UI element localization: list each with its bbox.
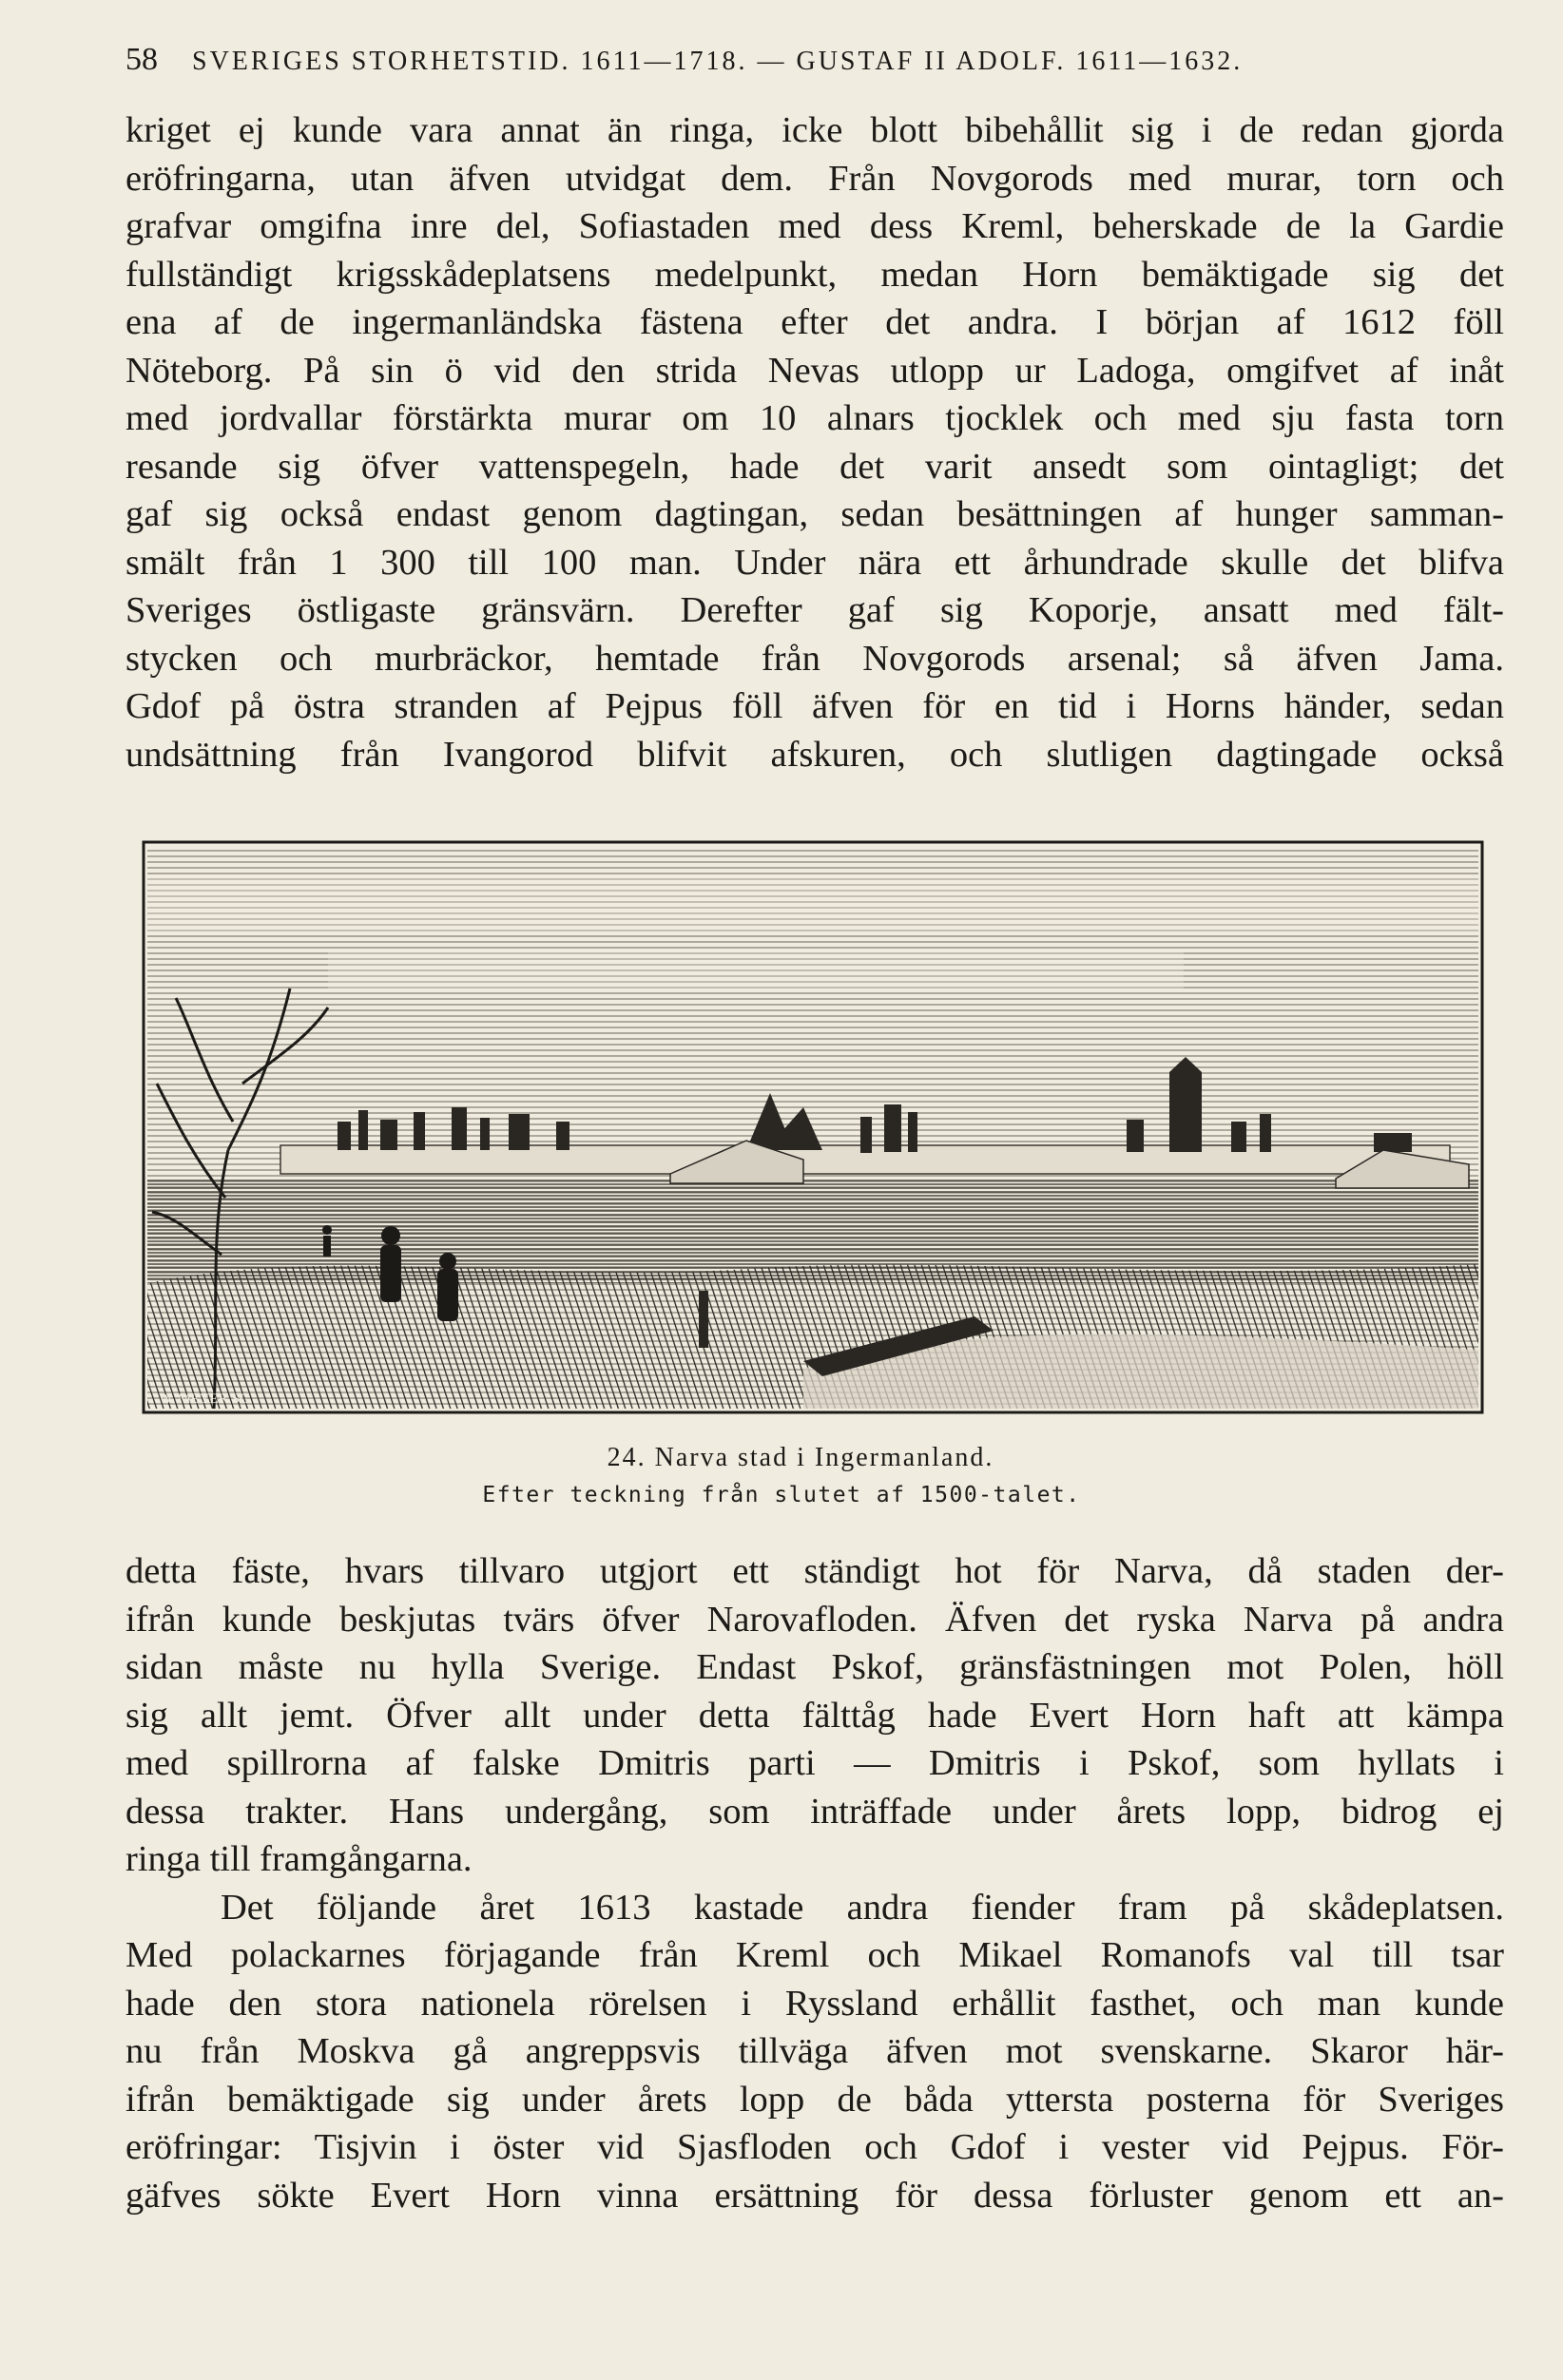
text-line: ringa till framgångarna. [125, 1839, 473, 1879]
page-number: 58 [125, 42, 158, 77]
running-header [125, 42, 1457, 78]
text-line: grafvar omgifna inre del, Sofiastaden med dess Kreml, beherskade de la Gardie [125, 206, 1504, 246]
figure-caption-source: Efter teckning från slutet af 1500-talet. [482, 1483, 1081, 1507]
text-line: ifrån kunde beskjutas tvärs öfver Narovafloden. Äfven det ryska Narva på andra [125, 1599, 1504, 1640]
text-line: fullständigt krigsskådeplatsens medelpunkt, medan Horn bemäktigade sig det [125, 254, 1504, 295]
text-line: sig allt jemt. Öfver allt under detta fälttåg hade Evert Horn haft att kämpa [125, 1695, 1504, 1736]
text-line: Nöteborg. På sin ö vid den strida Nevas utlopp ur Ladoga, omgifvet af inåt [125, 350, 1504, 391]
engraving-illustration [138, 836, 1488, 1418]
text-line: med jordvallar förstärkta murar om 10 alnars tjocklek och med sju fasta torn [125, 398, 1504, 438]
body-text-top [125, 106, 1504, 778]
narva-engraving [138, 836, 1488, 1418]
text-line: eröfringarna, utan äfven utvidgat dem. Från Novgorods med murar, torn och [125, 158, 1504, 199]
text-line: hade den stora nationela rörelsen i Ryssland erhållit fasthet, och man kunde [125, 1983, 1504, 2024]
body-text-bottom [125, 1547, 1504, 2219]
running-title: SVERIGES STORHETSTID. 1611—1718. — GUSTAF II ADOLF. 1611—1632. [192, 47, 1244, 76]
text-line: undsättning från Ivangorod blifvit afskuren, och slutligen dagtingade också [125, 734, 1504, 775]
text-line: stycken och murbräckor, hemtade från Novgorods arsenal; så äfven Jama. [125, 638, 1504, 679]
engraver-signature: W. MEYER SC. [159, 1392, 253, 1407]
text-line: med spillrorna af falske Dmitris parti — Dmitris i Pskof, som hyllats i [125, 1743, 1504, 1783]
text-line: nu från Moskva gå angreppsvis tillväga äfven mot svenskarne. Skaror här- [125, 2031, 1504, 2071]
text-line: smält från 1 300 till 100 man. Under nära ett århundrade skulle det blifva [125, 542, 1504, 583]
text-line: Gdof på östra stranden af Pejpus föll äfven för en tid i Horns händer, sedan [125, 686, 1504, 726]
text-line: detta fäste, hvars tillvaro utgjort ett ständigt hot för Narva, då staden der- [125, 1551, 1504, 1591]
text-line: kriget ej kunde vara annat än ringa, icke blott bibehållit sig i de redan gjorda [125, 110, 1504, 150]
text-line: sidan måste nu hylla Sverige. Endast Pskof, gränsfästningen mot Polen, höll [125, 1647, 1504, 1687]
text-line: ena af de ingermanländska fästena efter det andra. I början af 1612 föll [125, 302, 1504, 342]
text-line: resande sig öfver vattenspegeln, hade det varit ansedt som ointagligt; det [125, 446, 1504, 487]
text-line: Sveriges östligaste gränsvärn. Derefter gaf sig Koporje, ansatt med fält- [125, 590, 1504, 630]
text-line: ifrån bemäktigade sig under årets lopp de båda yttersta posterna för Sveriges [125, 2079, 1504, 2120]
text-line: dessa trakter. Hans undergång, som inträffade under årets lopp, bidrog ej [125, 1791, 1504, 1832]
text-line: eröfringar: Tisjvin i öster vid Sjasfloden och Gdof i vester vid Pejpus. För- [125, 2127, 1504, 2167]
text-line: Med polackarnes förjagande från Kreml och Mikael Romanofs val till tsar [125, 1935, 1504, 1975]
text-line: gäfves sökte Evert Horn vinna ersättning för dessa förluster genom ett an- [125, 2175, 1504, 2216]
text-line: Det följande året 1613 kastade andra fiender fram på skådeplatsen. [221, 1887, 1504, 1928]
text-line: gaf sig också endast genom dagtingan, sedan besättningen af hunger samman- [125, 494, 1504, 534]
figure-caption-title: 24. Narva stad i Ingermanland. [607, 1443, 994, 1472]
